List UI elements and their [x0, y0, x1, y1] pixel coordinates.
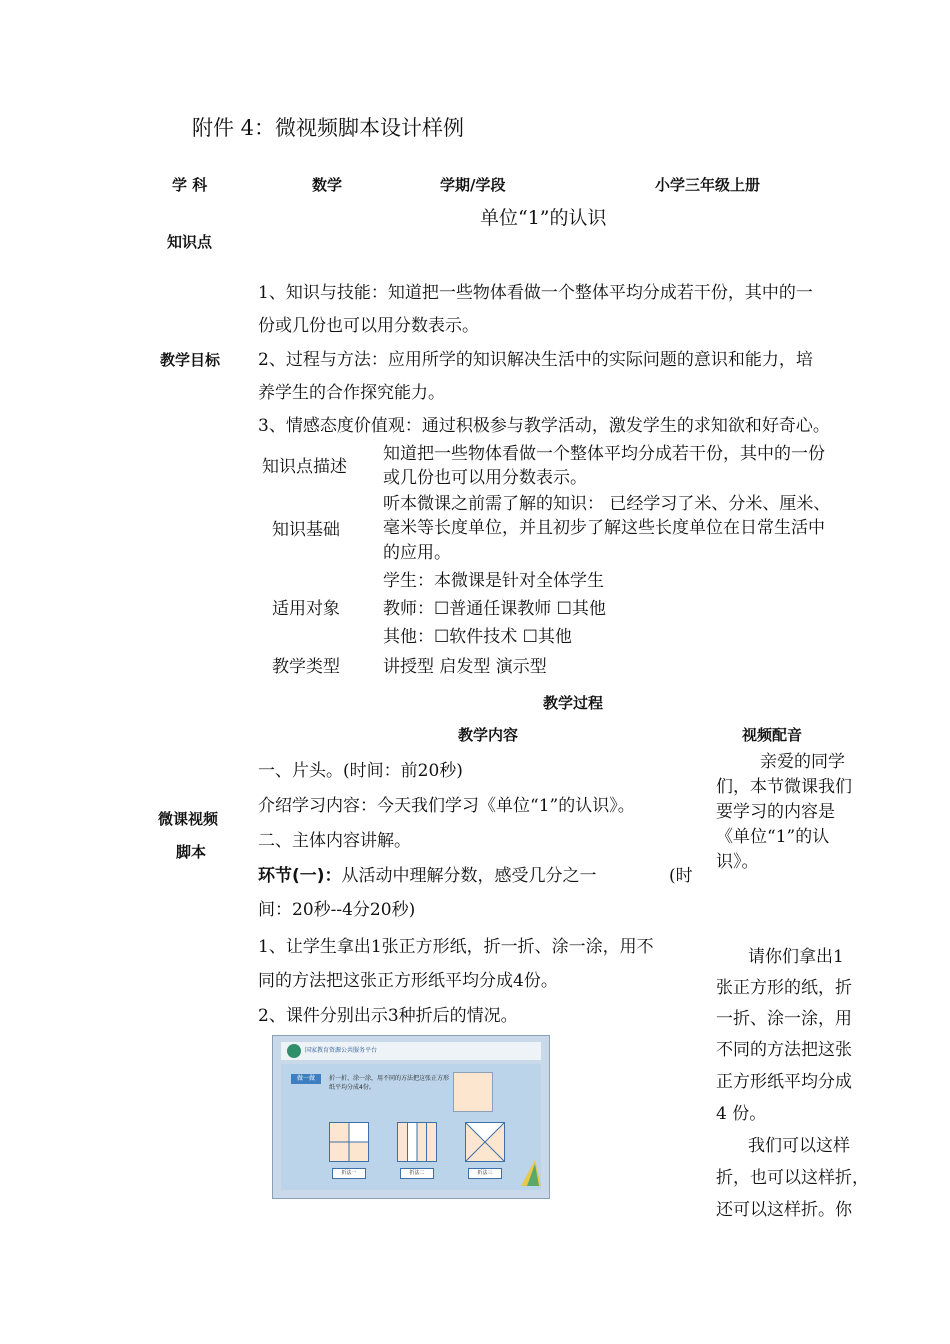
- base-line: 毫米等长度单位，并且初步了解这些长度单位在日常生活中: [383, 518, 825, 538]
- voice-heading: 视频配音: [742, 726, 803, 744]
- base-line: 的应用。: [383, 543, 451, 563]
- target-line: 学生：本微课是针对全体学生: [383, 571, 604, 591]
- voice-line: 正方形纸平均分成: [716, 1072, 852, 1092]
- voice-line: 请你们拿出1: [748, 947, 844, 967]
- document-title: 附件 4：微视频脚本设计样例: [192, 116, 465, 140]
- content-line: 介绍学习内容：今天我们学习《单位“1”的认识》。: [258, 796, 635, 816]
- content-heading: 教学内容: [458, 726, 519, 744]
- script-label: 脚本: [176, 843, 207, 861]
- content-line: (时: [669, 866, 693, 886]
- content-line: 间：20秒--4分20秒): [258, 900, 416, 920]
- paper-square: [453, 1072, 493, 1112]
- voice-line: 4 份。: [716, 1104, 767, 1124]
- section-label: 环节(一)：: [258, 866, 342, 886]
- content-line: 1、让学生拿出1张正方形纸，折一折、涂一涂，用不: [258, 937, 654, 957]
- desc-line: 知道把一些物体看做一个整体平均分成若干份，其中的一份: [383, 444, 825, 464]
- voice-line: 一折、涂一涂，用: [716, 1009, 852, 1029]
- type-value: 讲授型 启发型 演示型: [383, 657, 547, 677]
- slide-brand: 国家教育资源公共服务平台: [305, 1047, 378, 1054]
- content-line: [258, 861, 597, 886]
- objective-line: 养学生的合作探究能力。: [258, 383, 445, 403]
- knowledge-value: 单位“1”的认识: [480, 207, 607, 229]
- fold-label: 折法二: [400, 1168, 434, 1179]
- subject-value: 数学: [312, 176, 343, 194]
- courseware-screenshot: [272, 1035, 550, 1199]
- voice-line: 我们可以这样: [748, 1136, 850, 1156]
- fold-diagonal-diagram: [465, 1122, 505, 1162]
- term-value: 小学三年级上册: [655, 176, 761, 194]
- slide-header: [281, 1042, 541, 1060]
- base-line: 听本微课之前需了解的知识： 已经学习了米、分米、厘米、: [383, 494, 831, 514]
- content-line: 二、主体内容讲解。: [258, 831, 411, 851]
- desc-line: 或几份也可以用分数表示。: [383, 468, 587, 488]
- subject-label: 学 科: [172, 176, 208, 194]
- objective-line: 份或几份也可以用分数表示。: [258, 316, 479, 336]
- voice-line: 《单位“1”的认: [716, 827, 830, 847]
- target-line: 其他：☐软件技术 ☐其他: [383, 627, 572, 647]
- target-line: 教师：☐普通任课教师 ☐其他: [383, 599, 606, 619]
- fold-grid-diagram: [329, 1122, 369, 1162]
- voice-line: 折，也可以这样折，: [716, 1168, 869, 1188]
- slide-panel: [281, 1064, 541, 1190]
- content-line: 一、片头。(时间：前20秒): [258, 761, 463, 781]
- section-text: 从活动中理解分数，感受几分之一: [341, 866, 597, 886]
- platform-logo-icon: [287, 1044, 301, 1058]
- decorative-triangle-icon: [521, 1160, 541, 1186]
- voice-line: 要学习的内容是: [716, 802, 835, 822]
- fold-label: 折法一: [332, 1168, 366, 1179]
- desc-label: 知识点描述: [262, 457, 347, 477]
- fold-label: 折法三: [468, 1168, 502, 1179]
- voice-line: 亲爱的同学: [760, 752, 845, 772]
- base-label: 知识基础: [272, 520, 340, 540]
- objective-line: 2、过程与方法：应用所学的知识解决生活中的实际问题的意识和能力，培: [258, 350, 813, 370]
- objective-line: 1、知识与技能：知道把一些物体看做一个整体平均分成若干份，其中的一: [258, 283, 813, 303]
- term-label: 学期/学段: [440, 176, 506, 194]
- voice-line: 张正方形的纸，折: [716, 978, 852, 998]
- voice-line: 们，本节微课我们: [716, 777, 852, 797]
- script-label: 微课视频: [158, 810, 219, 828]
- objectives-label: 教学目标: [160, 351, 221, 369]
- target-label: 适用对象: [272, 599, 340, 619]
- slide-tag: 做一做: [291, 1074, 321, 1084]
- fold-strips-diagram: [397, 1122, 437, 1162]
- slide-instruction: 折一折、涂一涂，用不同的方法把这张正方形纸平均分成4份。: [329, 1075, 450, 1091]
- process-heading: 教学过程: [543, 694, 604, 712]
- content-line: 2、课件分别出示3种折后的情况。: [258, 1006, 518, 1026]
- type-label: 教学类型: [272, 657, 340, 677]
- content-line: 同的方法把这张正方形纸平均分成4份。: [258, 971, 558, 991]
- voice-line: 识》。: [716, 852, 759, 872]
- objective-line: 3、情感态度价值观：通过积极参与教学活动，激发学生的求知欲和好奇心。: [258, 416, 830, 436]
- knowledge-label: 知识点: [167, 233, 213, 251]
- voice-line: 不同的方法把这张: [716, 1040, 852, 1060]
- voice-line: 还可以这样折。你: [716, 1200, 852, 1220]
